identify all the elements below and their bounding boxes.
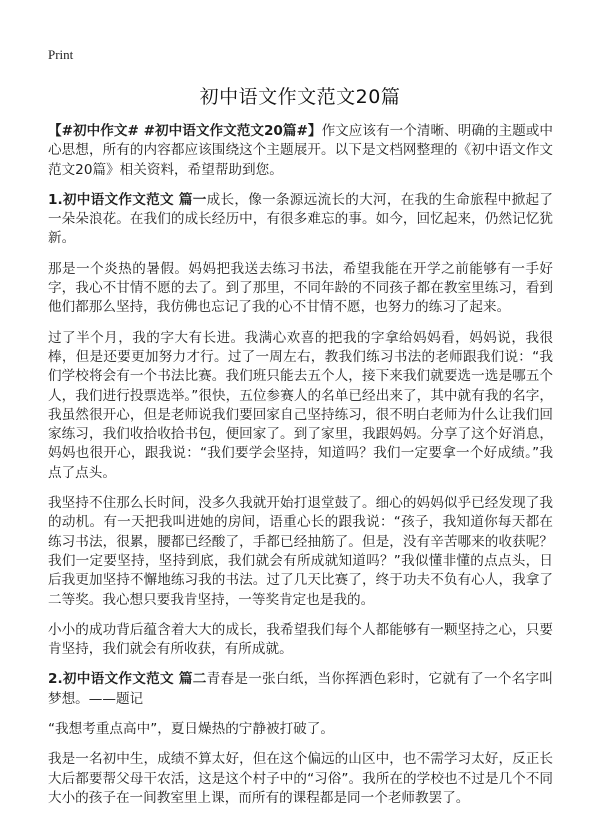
paragraph-text: 成长，像一条源远流长的大河，在我的生命旅程中掀起了一朵朵浪花。在我们的成长经历中，有很多难忘的事。如今，回忆起来，仍然记忆犹新。 (48, 191, 554, 247)
section-2-paragraph-3: 我是一名初中生，成绩不算太好，但在这个偏远的山区中，也不需学习太好，反正长大后都要帮父母干农活，这是这个村子中的“习俗”。我所在的学校也不过是几个不同大小的孩子在一间教室里上课，而所有的课程都是同一个老师教罢了。 (48, 751, 553, 806)
paragraph-text: 青春是一张白纸，当你挥洒色彩时，它就有了一个名字叫梦想。——题记 (48, 671, 554, 707)
intro-text: 作文应该有一个清晰、明确的主题或中心思想，所有的内容都应该围绕这个主题展开。以下是文档网整理的《初中语文作文范文20篇》相关资料，希望帮助到您。 (48, 123, 554, 178)
section-1-paragraph-5: 小小的成功背后蕴含着大大的成长，我希望我们每个人都能够有一颗坚持之心，只要肯坚持，我们就会有所收获，有所成就。 (48, 621, 553, 658)
section-1-paragraph-2: 那是一个炎热的暑假。妈妈把我送去练习书法，希望我能在开学之前能够有一手好字，我心不甘情不愿的去了。到了那里，不同年龄的不同孩子都在教室里练习，看到他们都那么坚持，我仿佛也忘记了我的心不甘情不愿，也努力的练习了起来。 (48, 260, 553, 316)
section-2-paragraph-2: “我想考重点高中”，夏日燥热的宁静被打破了。 (48, 721, 334, 738)
print-label: Print (48, 47, 74, 62)
section-1-paragraph-1 (48, 191, 553, 249)
document-title: 初中语文作文范文20篇 (199, 86, 401, 108)
section-1-paragraph-4: 我坚持不住那么长时间，没多久我就开始打退堂鼓了。细心的妈妈似乎已经发现了我的动机。有一天把我叫进她的房间，语重心长的跟我说：“孩子，我知道你每天都在练习书法，很累，腰都已经酸了，手都已经抽筋了。但是，没有辛苦哪来的收获呢？我们一定要坚持，坚持到底，我们就会有所成就知道吗？”我似懂非懂的点点头，日后我更加坚持不懈地练习我的书法。过了几天比赛了，终于功夫不负有心人，我拿了二等奖。我心想只要我肯坚持，一等奖肯定也是我的。 (48, 495, 553, 608)
section-2-heading: 2.初中语文作文范文 篇二 (48, 671, 207, 688)
document-body (48, 122, 553, 819)
section-1-paragraph-3: 过了半个月，我的字大有长进。我满心欢喜的把我的字拿给妈妈看，妈妈说，我很棒，但是还要更加努力才行。过了一周左右，教我们练习书法的老师跟我们说：“我们学校将会有一个书法比赛。我们班只能去五个人，接下来我们就要选一选是哪五个人，我们进行投票选举。”很快，五位参赛人的名单已经出来了，其中就有我的名字，我虽然很开心，但是老师说我们要回家自己坚持练习，很不明白老师为什么让我们回家练习，我们收拾收拾书包，便回家了。到了家里，我跟妈妈。分享了这个好消息，妈妈也很开心，跟我说：“我们要学会坚持，知道吗？我们一定要拿一个好成绩。”我点了点头。 (48, 329, 553, 481)
intro-hashtags: 【#初中作文# #初中语文作文范文20篇#】 (48, 123, 322, 139)
intro-paragraph (48, 122, 553, 180)
section-2-paragraph-1 (48, 670, 553, 709)
section-1-heading: 1.初中语文作文范文 篇一 (48, 191, 207, 208)
